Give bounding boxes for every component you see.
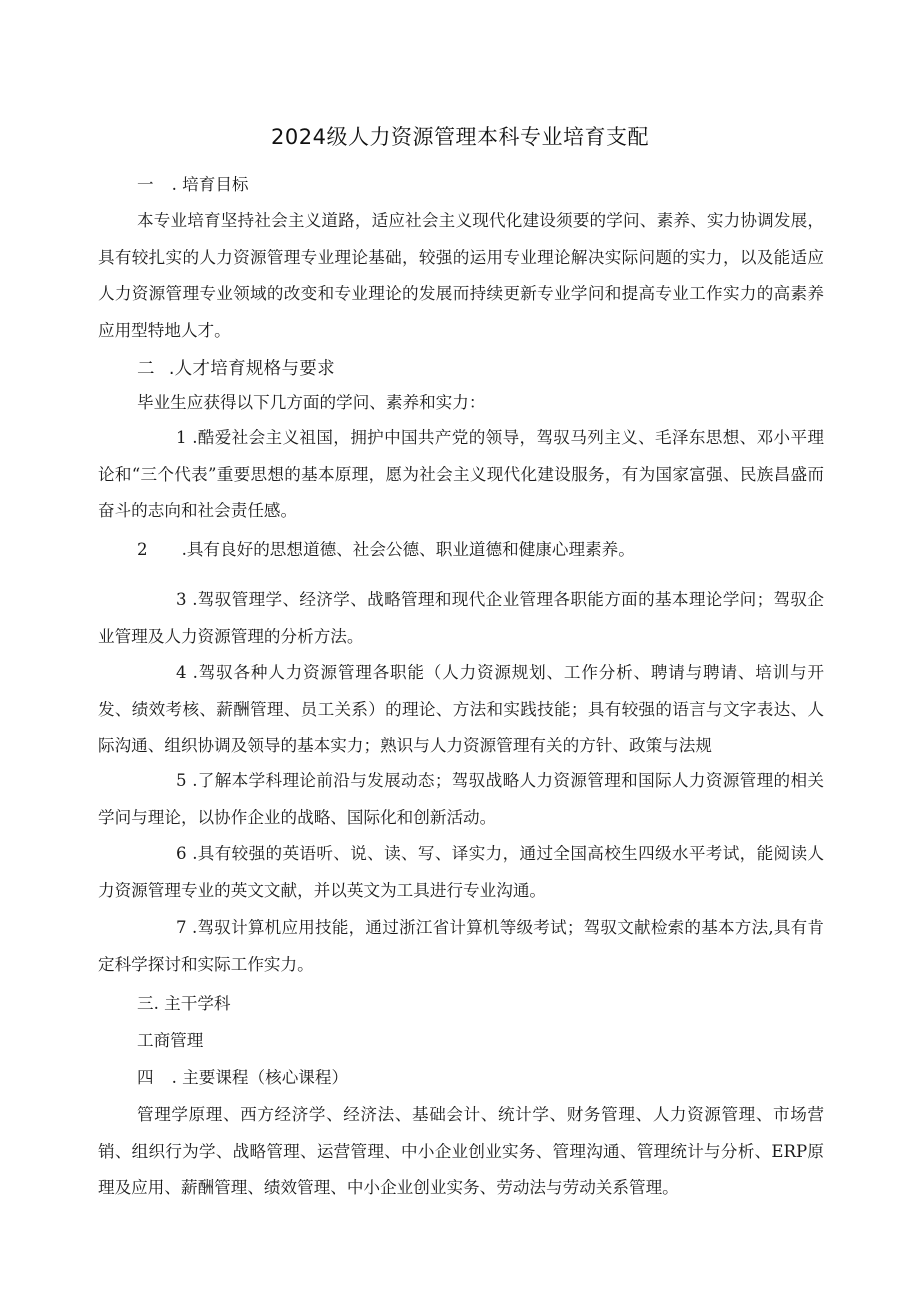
section-3-body: 工商管理: [137, 1031, 204, 1050]
section-4-body: 管理学原理、西方经济学、经济法、基础会计、统计学、财务管理、人力资源管理、市场营销、组织行为学、战略管理、运营管理、中小企业创业实务、管理沟通、管理统计与分析、ERP原理及应用、薪酬管理、绩效管理、中小企业创业实务、劳动法与劳动关系管理。: [98, 1105, 824, 1198]
section-1-heading-number: 一: [137, 175, 154, 194]
requirement-item-4: [98, 655, 824, 765]
requirement-item-text: .酷爱社会主义祖国，拥护中国共产党的领导，驾驭马列主义、毛泽东思想、邓小平理论和“三个代表”重要思想的基本原理，愿为社会主义现代化建设服务，有为国家富强、民族昌盛而奋斗的志向和社会责任感。: [98, 428, 824, 521]
requirement-item-text: .具有良好的思想道德、社会公德、职业道德和健康心理素养。: [181, 540, 635, 559]
requirement-item-6: [98, 836, 824, 909]
section-2-heading: [137, 355, 335, 380]
section-1-body: 本专业培育坚持社会主义道路，适应社会主义现代化建设须要的学问、素养、实力协调发展，具有较扎实的人力资源管理专业理论基础，较强的运用专业理论解决实际问题的实力，以及能适应人力资源管理专业领域的改变和专业理论的发展而持续更新专业学问和提高专业工作实力的高素养应用型特地人才。: [98, 211, 824, 340]
requirement-item-7: [98, 910, 824, 983]
section-4-heading-text: . 主要课程（核心课程）: [171, 1068, 349, 1087]
document-title: 2024级人力资源管理本科专业培育支配: [271, 125, 649, 149]
requirement-item-number: 2: [137, 540, 148, 559]
requirement-item-1: [98, 420, 824, 530]
requirement-item-text: .了解本学科理论前沿与发展动态；驾驭战略人力资源管理和国际人力资源管理的相关学问与理论，以协作企业的战略、国际化和创新活动。: [98, 771, 824, 827]
section-1-heading: [137, 174, 249, 196]
section-2-heading-text: .人才培育规格与要求: [168, 359, 335, 379]
requirement-item-number: 6: [176, 844, 187, 863]
section-2-intro: 毕业生应获得以下几方面的学问、素养和实力：: [137, 393, 486, 412]
requirement-item-number: 1: [176, 428, 187, 447]
requirement-item-number: 4: [176, 663, 187, 682]
section-3-heading: 三. 主干学科: [137, 994, 231, 1013]
requirement-item-text: .驾驭管理学、经济学、战略管理和现代企业管理各职能方面的基本理论学问；驾驭企业管理及人力资源管理的分析方法。: [98, 590, 824, 646]
requirement-item-text: .驾驭计算机应用技能，通过浙江省计算机等级考试；驾驭文献检索的基本方法,具有肯定科学探讨和实际工作实力。: [98, 918, 824, 974]
requirement-item-3: [98, 582, 824, 655]
section-1-heading-text: . 培育目标: [171, 175, 249, 194]
requirement-item-number: 5: [176, 771, 187, 790]
requirement-item-5: [98, 763, 824, 836]
section-4-heading: [137, 1067, 348, 1089]
requirement-item-text: .驾驭各种人力资源管理各职能（人力资源规划、工作分析、聘请与聘请、培训与开发、绩效考核、薪酬管理、员工关系）的理论、方法和实践技能；具有较强的语言与文字表达、人际沟通、组织协调及领导的基本实力；熟识与人力资源管理有关的方针、政策与法规: [98, 663, 824, 756]
requirement-item-number: 7: [176, 918, 187, 937]
section-4-heading-number: 四: [137, 1068, 154, 1087]
requirement-item-2: [137, 539, 635, 561]
requirement-item-text: .具有较强的英语听、说、读、写、译实力，通过全国高校生四级水平考试，能阅读人力资源管理专业的英文文献，并以英文为工具进行专业沟通。: [98, 844, 824, 900]
section-2-heading-number: 二: [137, 359, 155, 379]
requirement-item-number: 3: [176, 590, 187, 609]
